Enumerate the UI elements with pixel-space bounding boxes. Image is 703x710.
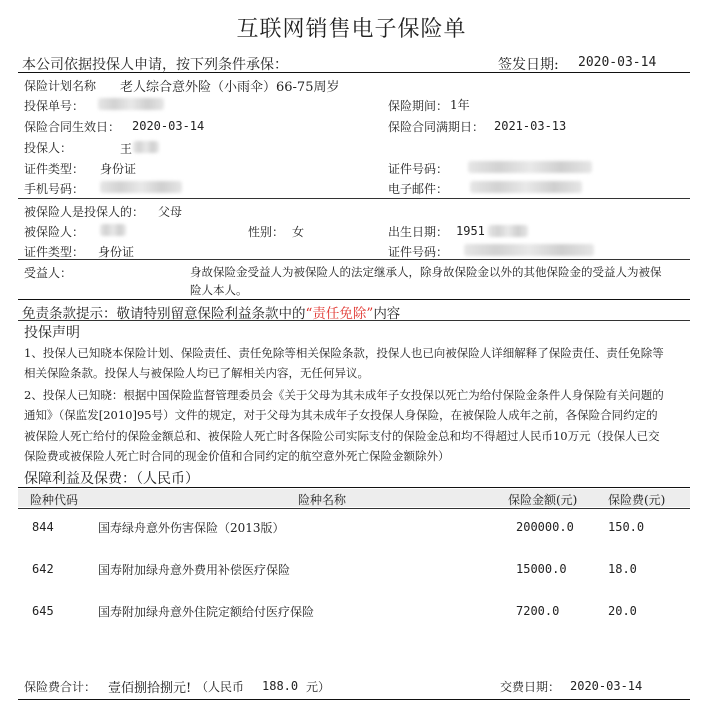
birth-redacted <box>488 225 528 237</box>
table-row-name: 国寿附加绿舟意外住院定额给付医疗保险 <box>98 605 315 619</box>
exemption-notice <box>22 302 400 322</box>
declaration-title: 投保声明 <box>24 325 80 341</box>
birth-label: 出生日期： <box>388 225 449 239</box>
table-row-premium: 20.0 <box>608 604 637 618</box>
insured-name-redacted <box>100 224 126 236</box>
declaration-line: 保险费或被保险人死亡时合同的现金价值和合同约定的航空意外死亡保险金额除外） <box>24 449 450 463</box>
total-rmb-label: （人民币 <box>196 680 245 694</box>
effective-value: 2020-03-14 <box>132 119 205 133</box>
table-header-divider <box>18 508 690 509</box>
plan-value: 老人综合意外险（小雨伞）66-75周岁 <box>120 80 340 95</box>
table-row-amount: 7200.0 <box>516 604 560 618</box>
table-row-code: 645 <box>32 604 54 618</box>
holder-label: 投保人： <box>24 141 73 155</box>
page-title: 互联网销售电子保险单 <box>236 17 467 42</box>
holder-id-no-redacted <box>468 161 592 173</box>
policy-no-redacted <box>98 98 164 110</box>
declaration-line: 1、投保人已知晓本保险计划、保险责任、责任免除等相关保险条款，投保人也已向被保险人详细解释了保险责任、责任免除等 <box>24 346 664 360</box>
table-row-amount: 200000.0 <box>516 520 574 534</box>
table-header-premium: 保险费(元) <box>608 493 666 507</box>
exemption-prefix: 免责条款提示：敬请特别留意保险利益条款中的 <box>22 306 306 322</box>
relation-value: 父母 <box>158 205 183 219</box>
insured-id-type-label: 证件类型： <box>24 245 85 259</box>
period-value: 1年 <box>450 98 470 112</box>
total-value: 188.0 <box>262 679 299 693</box>
email-redacted <box>470 181 582 193</box>
insured-id-type-value: 身份证 <box>98 245 135 259</box>
insured-id-no-label: 证件号码： <box>388 245 449 259</box>
table-row-amount: 15000.0 <box>516 562 567 576</box>
total-label: 保险费合计： <box>24 680 97 694</box>
declaration-line: 通知》（保监发[2010]95号）文件的规定，对于父母为其未成年子女投保人身保险，在被保险人成年之前，各保险合同约定的 <box>24 408 658 422</box>
holder-id-type-label: 证件类型： <box>24 162 85 176</box>
divider-holder <box>18 198 690 199</box>
holder-value: 王 <box>120 142 133 156</box>
period-label: 保险期间： <box>388 99 449 113</box>
expire-label: 保险合同满期日： <box>388 120 485 134</box>
sign-date-value: 2020-03-14 <box>578 55 657 70</box>
table-header-bar <box>18 489 690 507</box>
total-unit: 元） <box>306 680 331 694</box>
beneficiary-text-line2: 险人本人。 <box>190 283 248 297</box>
divider-insured <box>18 259 690 260</box>
declaration-line: 被保险人死亡给付的保险金额总和、被保险人死亡时各保险公司实际支付的保险金总和均不得超过人民币10万元（投保人已交 <box>24 429 660 443</box>
holder-id-type-value: 身份证 <box>100 162 137 176</box>
declaration-line: 相关保险条款。投保人与被保险人均已了解相关内容，无任何异议。 <box>24 366 369 380</box>
pay-date-label: 交费日期： <box>500 680 561 694</box>
holder-id-no-label: 证件号码： <box>388 162 449 176</box>
gender-value: 女 <box>292 225 305 239</box>
holder-name-redacted <box>133 141 159 153</box>
table-header-name: 险种名称 <box>298 493 347 507</box>
table-row-premium: 150.0 <box>608 520 645 534</box>
table-row-code: 844 <box>32 520 54 534</box>
divider-top <box>18 72 690 73</box>
table-row-premium: 18.0 <box>608 562 637 576</box>
total-value-cn: 壹佰捌拾捌元! <box>108 681 192 696</box>
table-header-amount: 保险金额(元) <box>508 493 578 507</box>
pay-date-value: 2020-03-14 <box>570 679 643 693</box>
table-row-name: 国寿附加绿舟意外费用补偿医疗保险 <box>98 563 291 577</box>
divider-bottom <box>18 699 690 700</box>
declaration-line: 2、投保人已知晓：根据中国保险监督管理委员会《关于父母为其未成年子女投保以死亡为给付保险金条件人身保险有关问题的 <box>24 388 664 402</box>
insured-id-no-redacted <box>464 244 594 256</box>
intro-text: 本公司依据投保人申请，按下列条件承保： <box>22 57 288 73</box>
divider-beneficiary <box>18 299 690 300</box>
table-row-name: 国寿绿舟意外伤害保险（2013版） <box>98 521 285 535</box>
birth-value: 1951 <box>456 224 485 238</box>
exemption-highlight: “责任免除” <box>305 306 374 322</box>
sign-date-label: 签发日期: <box>498 57 559 73</box>
mobile-redacted <box>100 181 182 193</box>
effective-label: 保险合同生效日： <box>24 120 121 134</box>
plan-label: 保险计划名称 <box>24 79 97 93</box>
exemption-suffix: 内容 <box>373 306 401 322</box>
table-row-code: 642 <box>32 562 54 576</box>
expire-value: 2021-03-13 <box>494 119 567 133</box>
divider-benefits <box>18 487 690 488</box>
insured-label: 被保险人： <box>24 225 85 239</box>
table-header-code: 险种代码 <box>30 493 79 507</box>
benefits-title: 保障利益及保费：（人民币） <box>24 471 199 487</box>
divider-exemption <box>18 320 690 321</box>
relation-label: 被保险人是投保人的： <box>24 205 145 219</box>
email-label: 电子邮件： <box>388 182 449 196</box>
mobile-label: 手机号码： <box>24 182 85 196</box>
gender-label: 性别： <box>248 225 285 239</box>
beneficiary-text-line1: 身故保险金受益人为被保险人的法定继承人，除身故保险金以外的其他保险金的受益人为被保 <box>190 265 662 279</box>
policy-no-label: 投保单号： <box>24 99 85 113</box>
beneficiary-label: 受益人： <box>24 266 73 280</box>
